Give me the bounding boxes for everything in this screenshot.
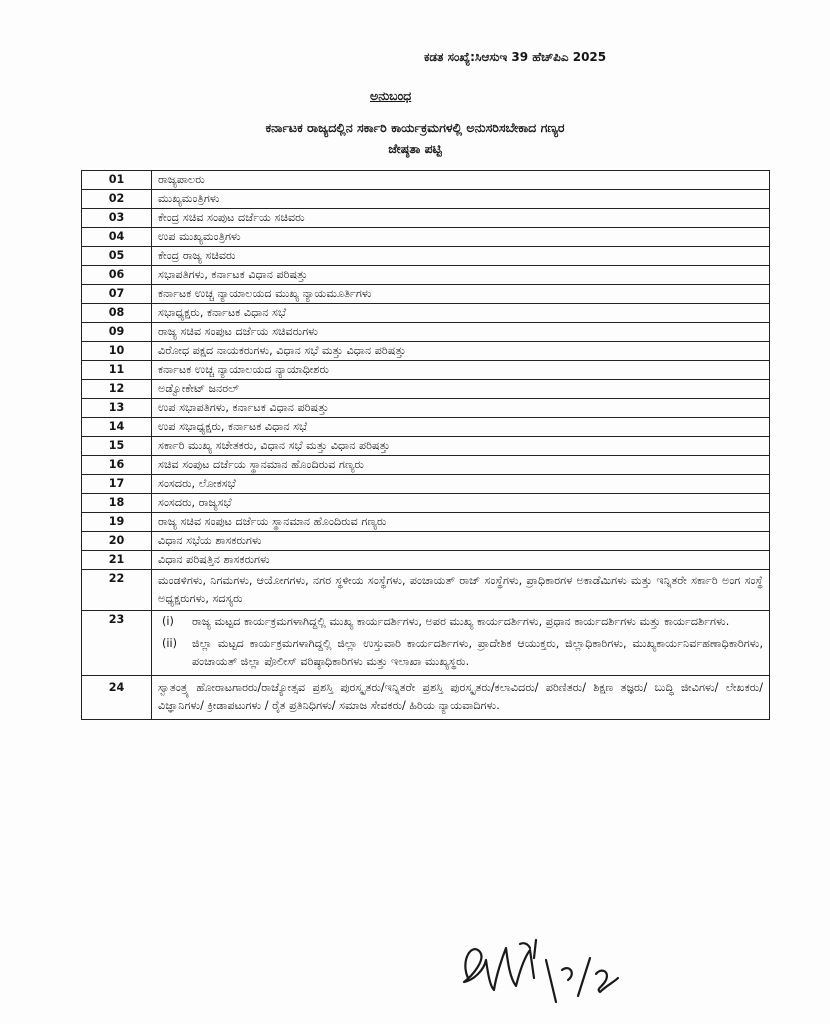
row-description: ಸಭಾಧ್ಯಕ್ಷರು, ಕರ್ನಾಟಕ ವಿಧಾನ ಸಭೆ <box>152 304 770 323</box>
row-number: 06 <box>82 266 152 285</box>
table-row <box>82 285 770 304</box>
row-number: 23 <box>82 611 152 676</box>
sub-item-label: (ii) <box>162 637 177 650</box>
sub-item-label: (i) <box>162 615 174 628</box>
row-description: ಸ್ವಾತಂತ್ರ್ಯ ಹೋರಾಟಗಾರರು/ರಾಜ್ಯೋತ್ಸವ ಪ್ರಶಸ್ತಿ ಪುರಸ್ಕೃತರು/ಇನ್ನಿತರೇ ಪ್ರಶಸ್ತಿ ಪುರಸ್ಕೃತರು/ಕಲಾವಿದರು/ ಪರಿಣಿತರು/ ಶಿಕ್ಷಣ ತಜ್ಞರು/ ಬುದ್ಧಿ ಜೀವಿಗಳು/ ಲೇಖಕರು/ ವಿಜ್ಞಾನಿಗಳು/ ಕ್ರೀಡಾಪಟುಗಳು / ರೈತ ಪ್ರತಿನಿಧಿಗಳು/ ಸಮಾಜ ಸೇವಕರು/ ಹಿರಿಯ ನ್ಯಾಯವಾದಿಗಳು. <box>152 676 770 720</box>
table-row <box>82 190 770 209</box>
row-number: 08 <box>82 304 152 323</box>
row-number: 14 <box>82 418 152 437</box>
row-number: 03 <box>82 209 152 228</box>
file-reference-number: ಕಡತ ಸಂಖ್ಯೆ:ಸಿಆಸುಇ 39 ಹೆಚ್‌ಪಿಎ 2025 <box>424 50 607 64</box>
row-number: 21 <box>82 551 152 570</box>
sub-item-ii <box>158 635 763 671</box>
row-description: ಉಪ ಸಭಾಧ್ಯಕ್ಷರು, ಕರ್ನಾಟಕ ವಿಧಾನ ಸಭೆ <box>152 418 770 437</box>
row-description: ಕೇಂದ್ರ ಸಚಿವ ಸಂಪುಟ ದರ್ಜೆಯ ಸಚಿವರು <box>152 209 770 228</box>
row-number: 17 <box>82 475 152 494</box>
table-row <box>82 323 770 342</box>
row-description: ಮುಖ್ಯಮಂತ್ರಿಗಳು <box>152 190 770 209</box>
row-number: 22 <box>82 570 152 611</box>
table-row <box>82 437 770 456</box>
row-number: 12 <box>82 380 152 399</box>
row-description: ವಿಧಾನ ಸಭೆಯ ಶಾಸಕರುಗಳು <box>152 532 770 551</box>
row-description: ವಿರೋಧ ಪಕ್ಷದ ನಾಯಕರುಗಳು, ವಿಧಾನ ಸಭೆ ಮತ್ತು ವಿಧಾನ ಪರಿಷತ್ತು <box>152 342 770 361</box>
table-row <box>82 418 770 437</box>
row-description: ವಿಧಾನ ಪರಿಷತ್ತಿನ ಶಾಸಕರುಗಳು <box>152 551 770 570</box>
sub-item-i <box>158 613 763 631</box>
row-number: 16 <box>82 456 152 475</box>
document-title <box>100 117 730 159</box>
row-description: ರಾಜ್ಯಪಾಲರು <box>152 171 770 190</box>
row-description: ಸಂಸದರು, ರಾಜ್ಯಸಭೆ <box>152 494 770 513</box>
row-number: 13 <box>82 399 152 418</box>
row-description: ಸರ್ಕಾರಿ ಮುಖ್ಯ ಸಚೇತಕರು, ವಿಧಾನ ಸಭೆ ಮತ್ತು ವಿಧಾನ ಪರಿಷತ್ತು <box>152 437 770 456</box>
document-title-line-2: ಜೇಷ್ಠತಾ ಪಟ್ಟಿ <box>388 141 442 156</box>
row-description: ಕೇಂದ್ರ ರಾಜ್ಯ ಸಚಿವರು <box>152 247 770 266</box>
table-row <box>82 399 770 418</box>
row-number: 15 <box>82 437 152 456</box>
table-row <box>82 266 770 285</box>
document-title-line-1: ಕರ್ನಾಟಕ ರಾಜ್ಯದಲ್ಲಿನ ಸರ್ಕಾರಿ ಕಾರ್ಯಕ್ರಮಗಳಲ್ಲಿ ಅನುಸರಿಸಬೇಕಾದ ಗಣ್ಯರ <box>265 120 565 135</box>
row-number: 20 <box>82 532 152 551</box>
row-number: 10 <box>82 342 152 361</box>
row-number: 05 <box>82 247 152 266</box>
row-number: 04 <box>82 228 152 247</box>
table-row <box>82 304 770 323</box>
table-row <box>82 475 770 494</box>
table-row <box>82 228 770 247</box>
table-row <box>82 456 770 475</box>
table-row <box>82 551 770 570</box>
precedence-table-body <box>82 171 770 720</box>
row-description: ಕರ್ನಾಟಕ ಉಚ್ಚ ನ್ಯಾಯಾಲಯದ ನ್ಯಾಯಾಧೀಶರು <box>152 361 770 380</box>
table-row <box>82 494 770 513</box>
table-row <box>82 361 770 380</box>
row-description: ಕರ್ನಾಟಕ ಉಚ್ಚ ನ್ಯಾಯಾಲಯದ ಮುಖ್ಯ ನ್ಯಾಯಮೂರ್ತಿಗಳು <box>152 285 770 304</box>
table-row <box>82 247 770 266</box>
row-number: 07 <box>82 285 152 304</box>
row-description <box>152 611 770 676</box>
row-number: 11 <box>82 361 152 380</box>
table-row <box>82 570 770 611</box>
row-description: ರಾಜ್ಯ ಸಚಿವ ಸಂಪುಟ ದರ್ಜೆಯ ಸ್ಥಾನಮಾನ ಹೊಂದಿರುವ ಗಣ್ಯರು <box>152 513 770 532</box>
table-row <box>82 342 770 361</box>
table-row <box>82 513 770 532</box>
row-description: ಸಚಿವ ಸಂಪುಟ ದರ್ಜೆಯ ಸ್ಥಾನಮಾನ ಹೊಂದಿರುವ ಗಣ್ಯರು <box>152 456 770 475</box>
table-row-24 <box>82 676 770 720</box>
row-number: 19 <box>82 513 152 532</box>
row-description: ಅಡ್ವೋಕೇಟ್ ಜನರಲ್ <box>152 380 770 399</box>
handwritten-signature <box>450 930 630 1010</box>
table-row <box>82 171 770 190</box>
row-number: 18 <box>82 494 152 513</box>
row-description: ಸಂಸದರು, ಲೋಕಸಭೆ <box>152 475 770 494</box>
row-number: 09 <box>82 323 152 342</box>
annex-heading: ಅನುಬಂಧ <box>370 88 412 103</box>
row-description: ಮಂಡಳಿಗಳು, ನಿಗಮಗಳು, ಆಯೋಗಗಳು, ನಗರ ಸ್ಥಳೀಯ ಸಂಸ್ಥೆಗಳು, ಪಂಚಾಯತ್ ರಾಜ್ ಸಂಸ್ಥೆಗಳು, ಪ್ರಾಧಿಕಾರಗಳ ಅಕಾಡೆಮಿಗಳು ಮತ್ತು ಇನ್ನಿತರೇ ಸರ್ಕಾರಿ ಅಂಗ ಸಂಸ್ಥೆ ಅಧ್ಯಕ್ಷರುಗಳು, ಸದಸ್ಯರು <box>152 570 770 611</box>
sub-item-text: ರಾಜ್ಯ ಮಟ್ಟದ ಕಾರ್ಯಕ್ರಮಗಳಾಗಿದ್ದಲ್ಲಿ ಮುಖ್ಯ ಕಾರ್ಯದರ್ಶಿಗಳು, ಅಪರ ಮುಖ್ಯ ಕಾರ್ಯದರ್ಶಿಗಳು, ಪ್ರಧಾನ ಕಾರ್ಯದರ್ಶಿಗಳು ಮತ್ತು ಕಾರ್ಯದರ್ಶಿಗಳು. <box>192 615 730 628</box>
row-description: ಸಭಾಪತಿಗಳು, ಕರ್ನಾಟಕ ವಿಧಾನ ಪರಿಷತ್ತು <box>152 266 770 285</box>
row-number: 24 <box>82 676 152 720</box>
row-description: ಉಪ ಸಭಾಪತಿಗಳು, ಕರ್ನಾಟಕ ವಿಧಾನ ಪರಿಷತ್ತು <box>152 399 770 418</box>
row-number: 01 <box>82 171 152 190</box>
row-number: 02 <box>82 190 152 209</box>
row-description: ರಾಜ್ಯ ಸಚಿವ ಸಂಪುಟ ದರ್ಜೆಯ ಸಚಿವರುಗಳು <box>152 323 770 342</box>
table-row-23 <box>82 611 770 676</box>
table-row <box>82 532 770 551</box>
table-row <box>82 209 770 228</box>
table-row <box>82 380 770 399</box>
precedence-table <box>81 170 770 720</box>
sub-item-text: ಜಿಲ್ಲಾ ಮಟ್ಟದ ಕಾರ್ಯಕ್ರಮಗಳಾಗಿದ್ದಲ್ಲಿ ಜಿಲ್ಲಾ ಉಸ್ತುವಾರಿ ಕಾರ್ಯದರ್ಶಿಗಳು, ಪ್ರಾದೇಶಿಕ ಆಯುಕ್ತರು, ಜಿಲ್ಲಾಧಿಕಾರಿಗಳು, ಮುಖ್ಯಕಾರ್ಯನಿರ್ವಹಣಾಧಿಕಾರಿಗಳು, ಪಂಚಾಯತ್ ಜಿಲ್ಲಾ ಪೊಲೀಸ್ ವರಿಷ್ಠಾಧಿಕಾರಿಗಳು ಮತ್ತು ಇಲಾಖಾ ಮುಖ್ಯಸ್ಥರು. <box>192 637 763 668</box>
row-description: ಉಪ ಮುಖ್ಯಮಂತ್ರಿಗಳು <box>152 228 770 247</box>
